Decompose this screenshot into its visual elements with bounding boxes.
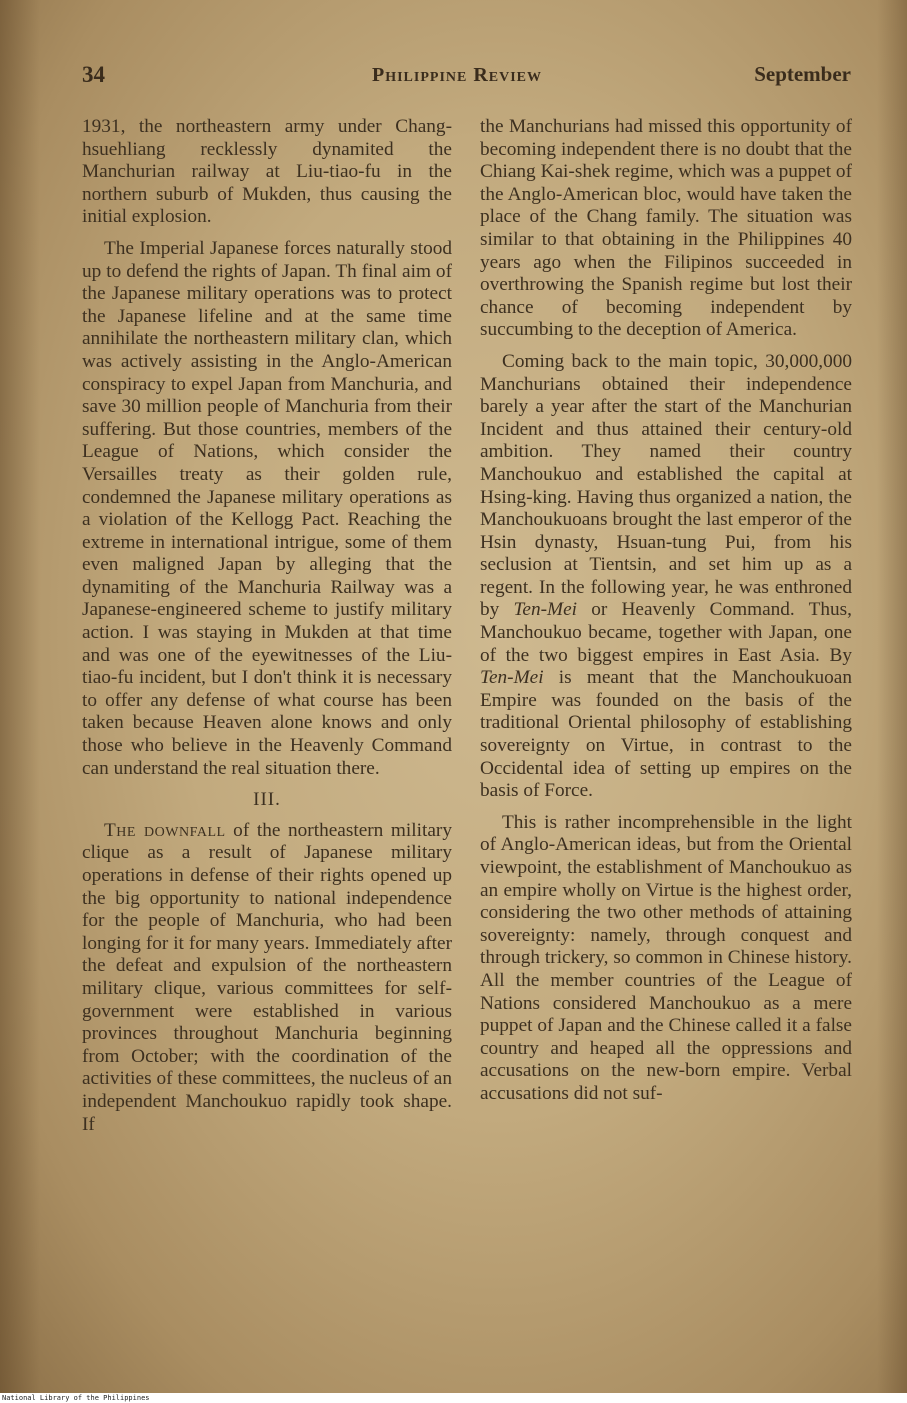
paragraph [82, 820, 452, 1136]
source-credit: National Library of the Philippines [2, 1394, 150, 1402]
left-column [82, 116, 452, 1346]
publication-title: Philippine Review [372, 64, 543, 86]
right-column [480, 116, 852, 1346]
emphasis-term: Ten-Mei [480, 667, 544, 689]
paragraph: This is rather incomprehensible in the light of Anglo-American ideas, but from the Oriental viewpoint, the establishment of Manchoukuo as an empire wholly on Virtue is the highest order, considering the two other methods of attaining sovereignty: namely, through conquest and through trickery, so common in Chinese history. All the member countries of the League of Nations considered Manchoukuo as a mere puppet of Japan and the Chinese called it a false country and heaped all the oppressions and accusations on the new-born empire. Verbal accusations did not suf- [480, 811, 852, 1104]
paragraph [480, 351, 852, 803]
paragraph-text: Coming back to the main topic, 30,000,000 Manchurians obtained their independence barely a year after the start of the Manchurian Incident and thus attained their century-old ambition. They named their country Manchoukuo and established the capital at Hsing-king. Having thus organized a nation, the Manchoukuoans brought the last emperor of the Hsin dynasty, Hsuan-tung Pui, from his seclusion at Tientsin, and set him up as a regent. In the following year, he was enthroned by [480, 350, 852, 621]
paragraph: The Imperial Japanese forces naturally stood up to defend the rights of Japan. Th final aim of the Japanese military operations was to protect the Japanese lifeline and at the same time annihilate the northeastern military clan, which was actively assisting in the Anglo-American conspiracy to expel Japan from Manchuria, and save 30 million people of Manchuria from their suffering. But those countries, members of the League of Nations, which consider the Versailles treaty as their golden rule, condemned the Japanese military operations as a violation of the Kellogg Pact. Reaching the extreme in international intrigue, some of them even maligned Japan by alleging that the dynamiting of the Manchuria Railway was a Japanese-engineered scheme to justify military action. I was staying in Mukden at that time and was one of the eyewitnesses of the Liu-tiao-fu incident, but I don't think it is necessary to offer any defense of what course has been taken because Heaven alone knows and only those who believe in the Heavenly Command can understand the real situation there. [82, 237, 452, 779]
paragraph: 1931, the northeastern army under Chang-hsuehliang recklessly dynamited the Manchurian railway at Liu-tiao-fu in the northern suburb of Mukden, thus causing the initial explosion. [82, 116, 452, 228]
paragraph-lead-in: The downfall [104, 819, 226, 841]
section-heading: III. [253, 789, 281, 811]
running-header [82, 62, 851, 96]
paragraph: the Manchurians had missed this opportunity of becoming independent there is no doubt that the Chiang Kai-shek regime, which was a puppet of the Anglo-American bloc, would have taken the place of the Chang family. The situation was similar to that obtaining in the Philippines 40 years ago when the Filipinos succeeded in overthrowing the Spanish regime but lost their chance of becoming independent by succumbing to the deception of America. [480, 116, 852, 341]
paragraph-text: or Heavenly Command. Thus, Manchoukuo became, together with Japan, one of the two biggest empires in East Asia. By [480, 599, 852, 666]
paragraph-text: of the northeastern military clique as a result of Japanese military operations in defense of their rights opened up the big opportunity to national independence for the people of Manchuria, who had been longing for it for many years. Immediately after the defeat and expulsion of the northeastern military clique, various committees for self-government were established in various provinces throughout Manchuria beginning from October; with the coordination of the activities of these committees, the nucleus of an independent Manchoukuo rapidly took shape. If [82, 819, 452, 1135]
page-number: 34 [82, 62, 105, 87]
paragraph-text: is meant that the Manchoukuoan Empire was founded on the basis of the traditional Oriental philosophy of establishing sovereignty on Virtue, in contrast to the Occidental idea of setting up empires on the basis of Force. [480, 667, 852, 802]
issue-month: September [754, 62, 851, 86]
emphasis-term: Ten-Mei [513, 599, 578, 621]
